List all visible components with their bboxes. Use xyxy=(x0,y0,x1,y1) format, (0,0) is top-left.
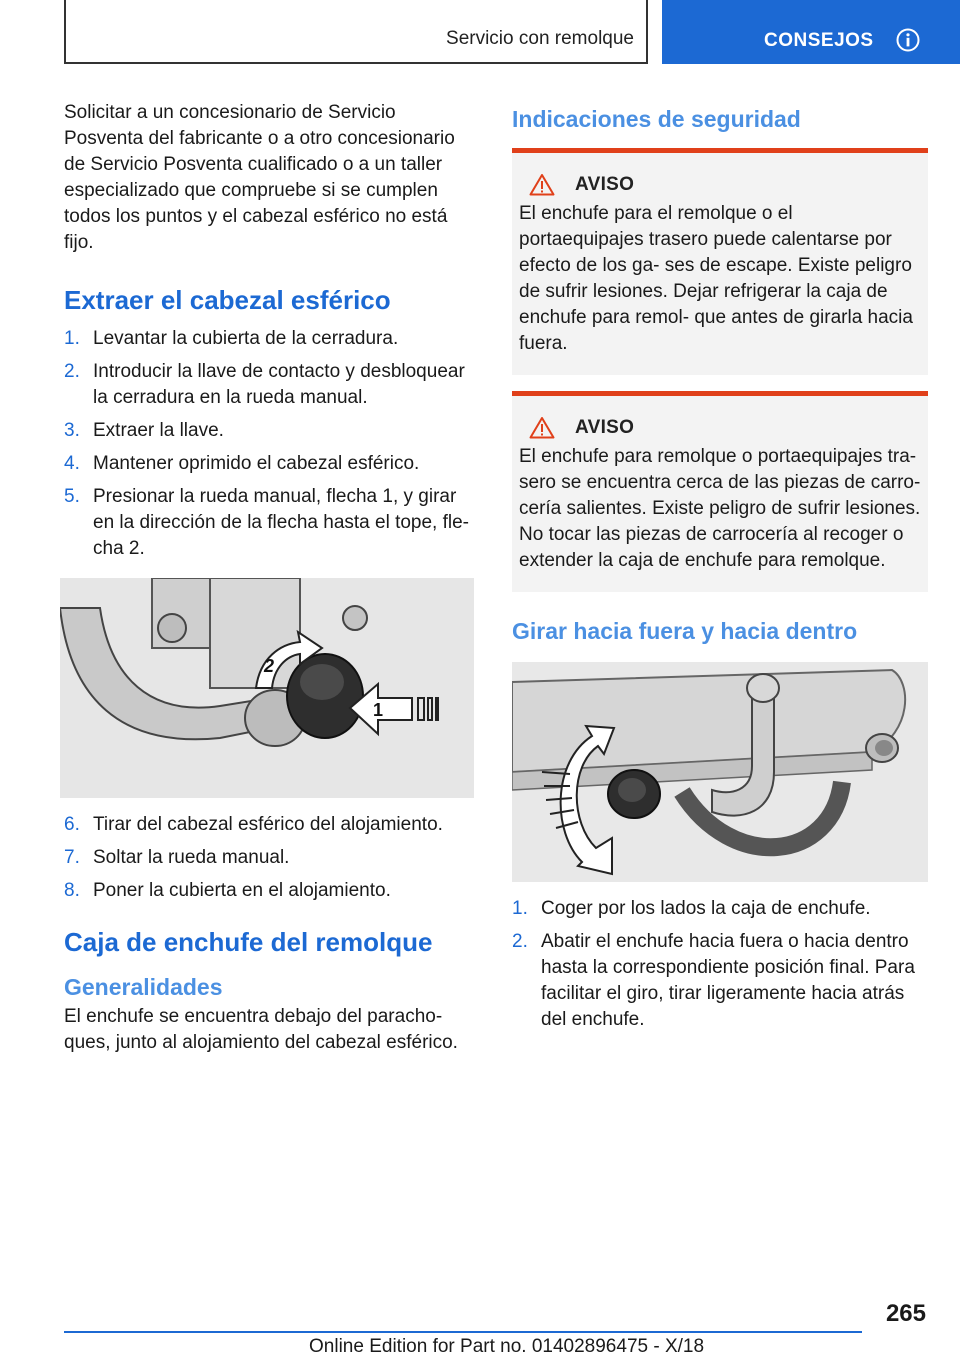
info-icon xyxy=(896,28,920,52)
heading-seguridad: Indicaciones de seguridad xyxy=(512,106,801,132)
heading-extraer: Extraer el cabezal esférico xyxy=(64,285,391,315)
warning-box xyxy=(512,391,928,592)
list-item: 5. Presionar la rueda manual, flecha 1, y girar en la dirección de la flecha hasta el tope, fle‐ cha 2. xyxy=(64,486,470,559)
heading-caja: Caja de enchufe del remolque xyxy=(64,927,433,957)
warning-title: AVISO xyxy=(575,416,635,438)
left-column xyxy=(64,100,478,1056)
list-item: 2. Introducir la llave de contacto y desbloquear la cerradura en la rueda manual. xyxy=(64,361,465,408)
list-item: 1. Coger por los lados la caja de enchufe. xyxy=(512,898,871,919)
warning-text: El enchufe para remolque o portaequipajes tra‐ sero se encuentra cerca de las piezas de carro‐ cería salientes. Existe peligro de sufrir lesiones. No tocar las piezas de carrocería al recoger o extender la caja de enchufe para remolque. xyxy=(519,446,921,571)
intro-paragraph: Solicitar a un concesionario de Servicio Posventa del fabricante o a otro concesionario de Servicio Posventa cualificado o a un taller especializado que compruebe si se cumplen todos los puntos y el cabezal esférico no está fijo. xyxy=(64,102,455,253)
list-item: 8. Poner la cubierta en el alojamiento. xyxy=(64,880,391,901)
warning-box xyxy=(512,148,928,375)
header-tab-consejos[interactable] xyxy=(662,0,960,64)
heading-generalidades: Generalidades xyxy=(64,974,223,1000)
socket-swivel-illustration xyxy=(512,662,928,882)
list-item: 4. Mantener oprimido el cabezal esférico. xyxy=(64,453,420,474)
warning-triangle-icon xyxy=(529,173,555,196)
steps-list-a xyxy=(64,326,478,562)
right-column xyxy=(512,100,928,1040)
list-item: 2. Abatir el enchufe hacia fuera o hacia dentro hasta la correspondiente posición final. Para facilitar el giro, tirar ligeramente hacia atrás del enchufe. xyxy=(512,931,915,1030)
figure-socket-swivel xyxy=(512,662,928,882)
steps-list-b xyxy=(64,812,478,904)
list-item: 3. Extraer la llave. xyxy=(64,420,224,441)
header-tab-label: CONSEJOS xyxy=(764,30,874,51)
figure-label-1: 1 xyxy=(373,700,384,720)
footer-edition: Online Edition for Part no. 01402896475 - X/18 xyxy=(309,1336,705,1357)
footer-rule xyxy=(64,1331,862,1333)
warning-text: El enchufe para el remolque o el portaequipajes trasero puede calentarse por efecto de los ga‐ ses de escape. Existe peligro de sufrir lesiones. Dejar refrigerar la caja de enchufe para remol‐ que antes de girarla hacia fuera. xyxy=(519,203,913,354)
heading-girar: Girar hacia fuera y hacia dentro xyxy=(512,618,858,644)
page-number: 265 xyxy=(885,1300,926,1327)
header-section-box xyxy=(64,0,648,64)
generalidades-paragraph: El enchufe se encuentra debajo del paracho‐ ques, junto al alojamiento del cabezal esférico. xyxy=(64,1006,458,1053)
figure-label-2: 2 xyxy=(264,656,275,676)
warning-title: AVISO xyxy=(575,173,635,195)
warning-triangle-icon xyxy=(529,416,555,439)
ball-head-illustration xyxy=(60,578,474,798)
figure-ball-head-release xyxy=(60,578,474,798)
list-item: 6. Tirar del cabezal esférico del alojamiento. xyxy=(64,814,443,835)
list-item: 1. Levantar la cubierta de la cerradura. xyxy=(64,328,399,349)
list-item: 7. Soltar la rueda manual. xyxy=(64,847,290,868)
header-section-title: Servicio con remolque xyxy=(446,28,634,49)
steps-list-girar xyxy=(512,896,928,1033)
